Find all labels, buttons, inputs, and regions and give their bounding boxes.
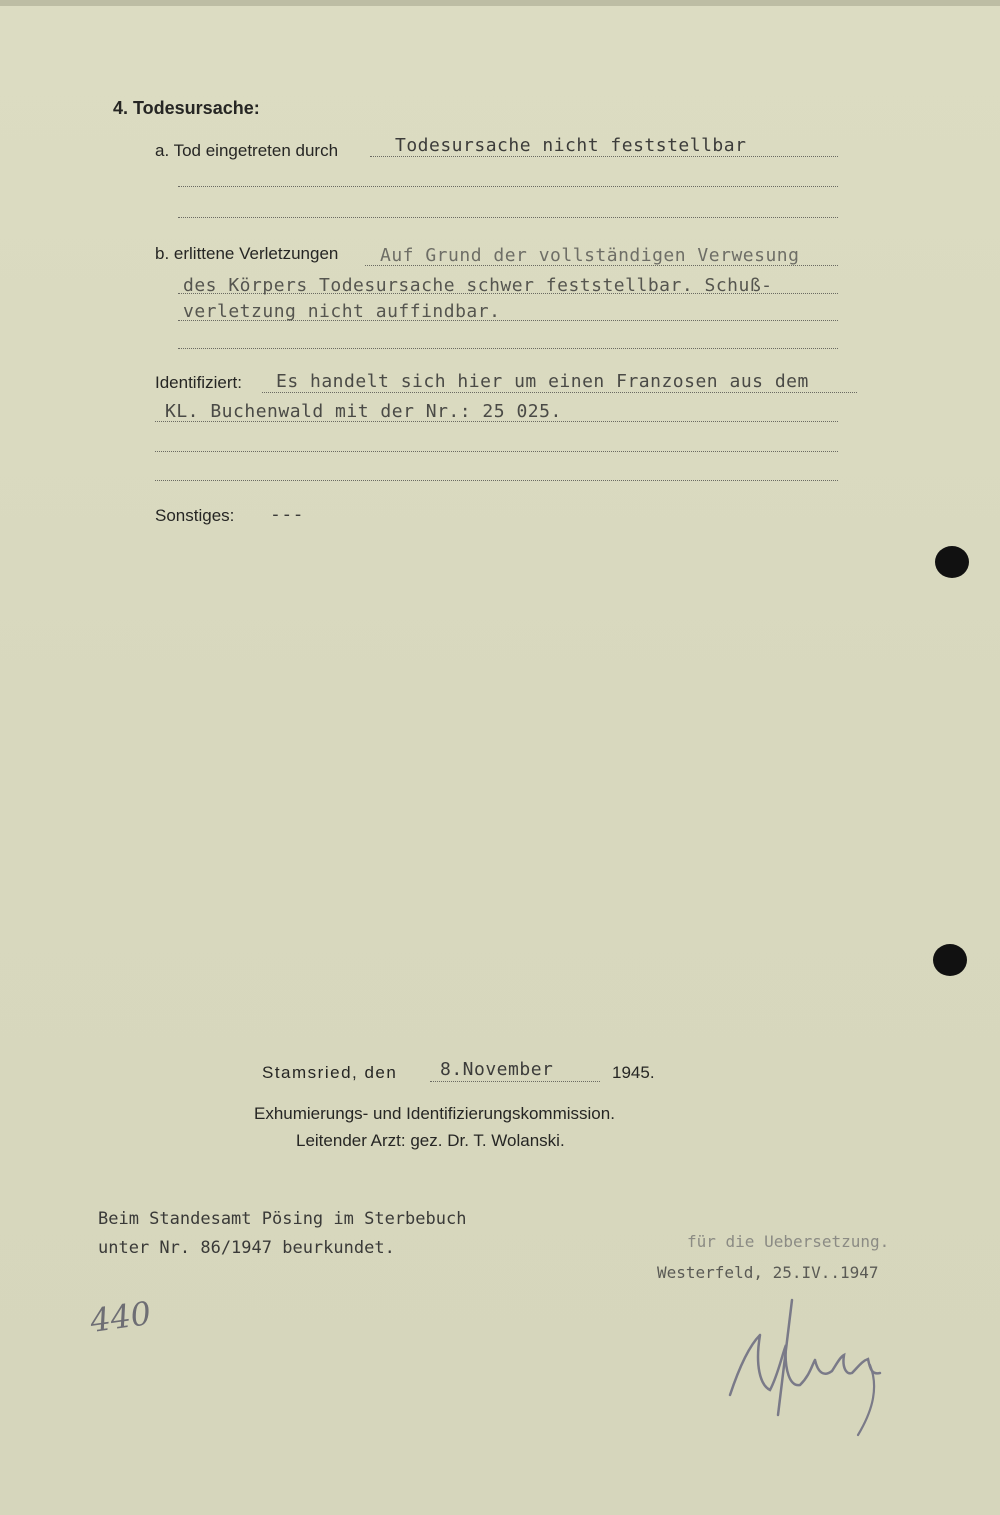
punch-hole <box>935 546 969 578</box>
injuries-line-2: des Körpers Todesursache schwer feststellbar. Schuß- <box>183 275 773 296</box>
commission-name: Exhumierungs- und Identifizierungskommission. <box>254 1104 615 1123</box>
top-edge <box>0 0 1000 6</box>
translation-line-1: für die Uebersetzung. <box>687 1232 890 1251</box>
dotted-line <box>155 451 838 452</box>
dotted-line <box>178 217 838 218</box>
identified-line-2: KL. Buchenwald mit der Nr.: 25 025. <box>165 401 562 422</box>
dotted-line <box>178 186 838 187</box>
section-heading: 4. Todesursache: <box>113 98 260 118</box>
registry-line-1: Beim Standesamt Pösing im Sterbebuch <box>98 1209 467 1229</box>
handwritten-number: 440 <box>87 1293 154 1341</box>
injuries-line-3: verletzung nicht auffindbar. <box>183 301 501 322</box>
registry-line-2: unter Nr. 86/1947 beurkundet. <box>98 1238 395 1258</box>
cause-value: Todesursache nicht feststellbar <box>395 135 747 156</box>
identified-label: Identifiziert: <box>155 373 242 392</box>
punch-hole <box>933 944 967 976</box>
dotted-line <box>178 348 838 349</box>
handwritten-signature <box>720 1295 900 1445</box>
other-label: Sonstiges: <box>155 506 235 525</box>
dotted-line <box>262 392 857 393</box>
other-value: --- <box>270 504 305 525</box>
cause-label: a. Tod eingetreten durch <box>155 141 339 160</box>
dotted-line <box>430 1081 600 1082</box>
date-value: 8.November <box>440 1059 554 1080</box>
dotted-line <box>155 480 838 481</box>
year-value: 1945. <box>612 1063 655 1082</box>
injuries-label: b. erlittene Verletzungen <box>155 244 339 263</box>
identified-line-1: Es handelt sich hier um einen Franzosen aus dem <box>276 371 809 392</box>
injuries-line-1: Auf Grund der vollständigen Verwesung <box>380 245 800 266</box>
dotted-line <box>370 156 838 157</box>
translation-line-2: Westerfeld, 25.IV..1947 <box>657 1263 879 1282</box>
place-label: Stamsried, den <box>262 1063 398 1082</box>
doctor-line: Leitender Arzt: gez. Dr. T. Wolanski. <box>296 1131 565 1150</box>
